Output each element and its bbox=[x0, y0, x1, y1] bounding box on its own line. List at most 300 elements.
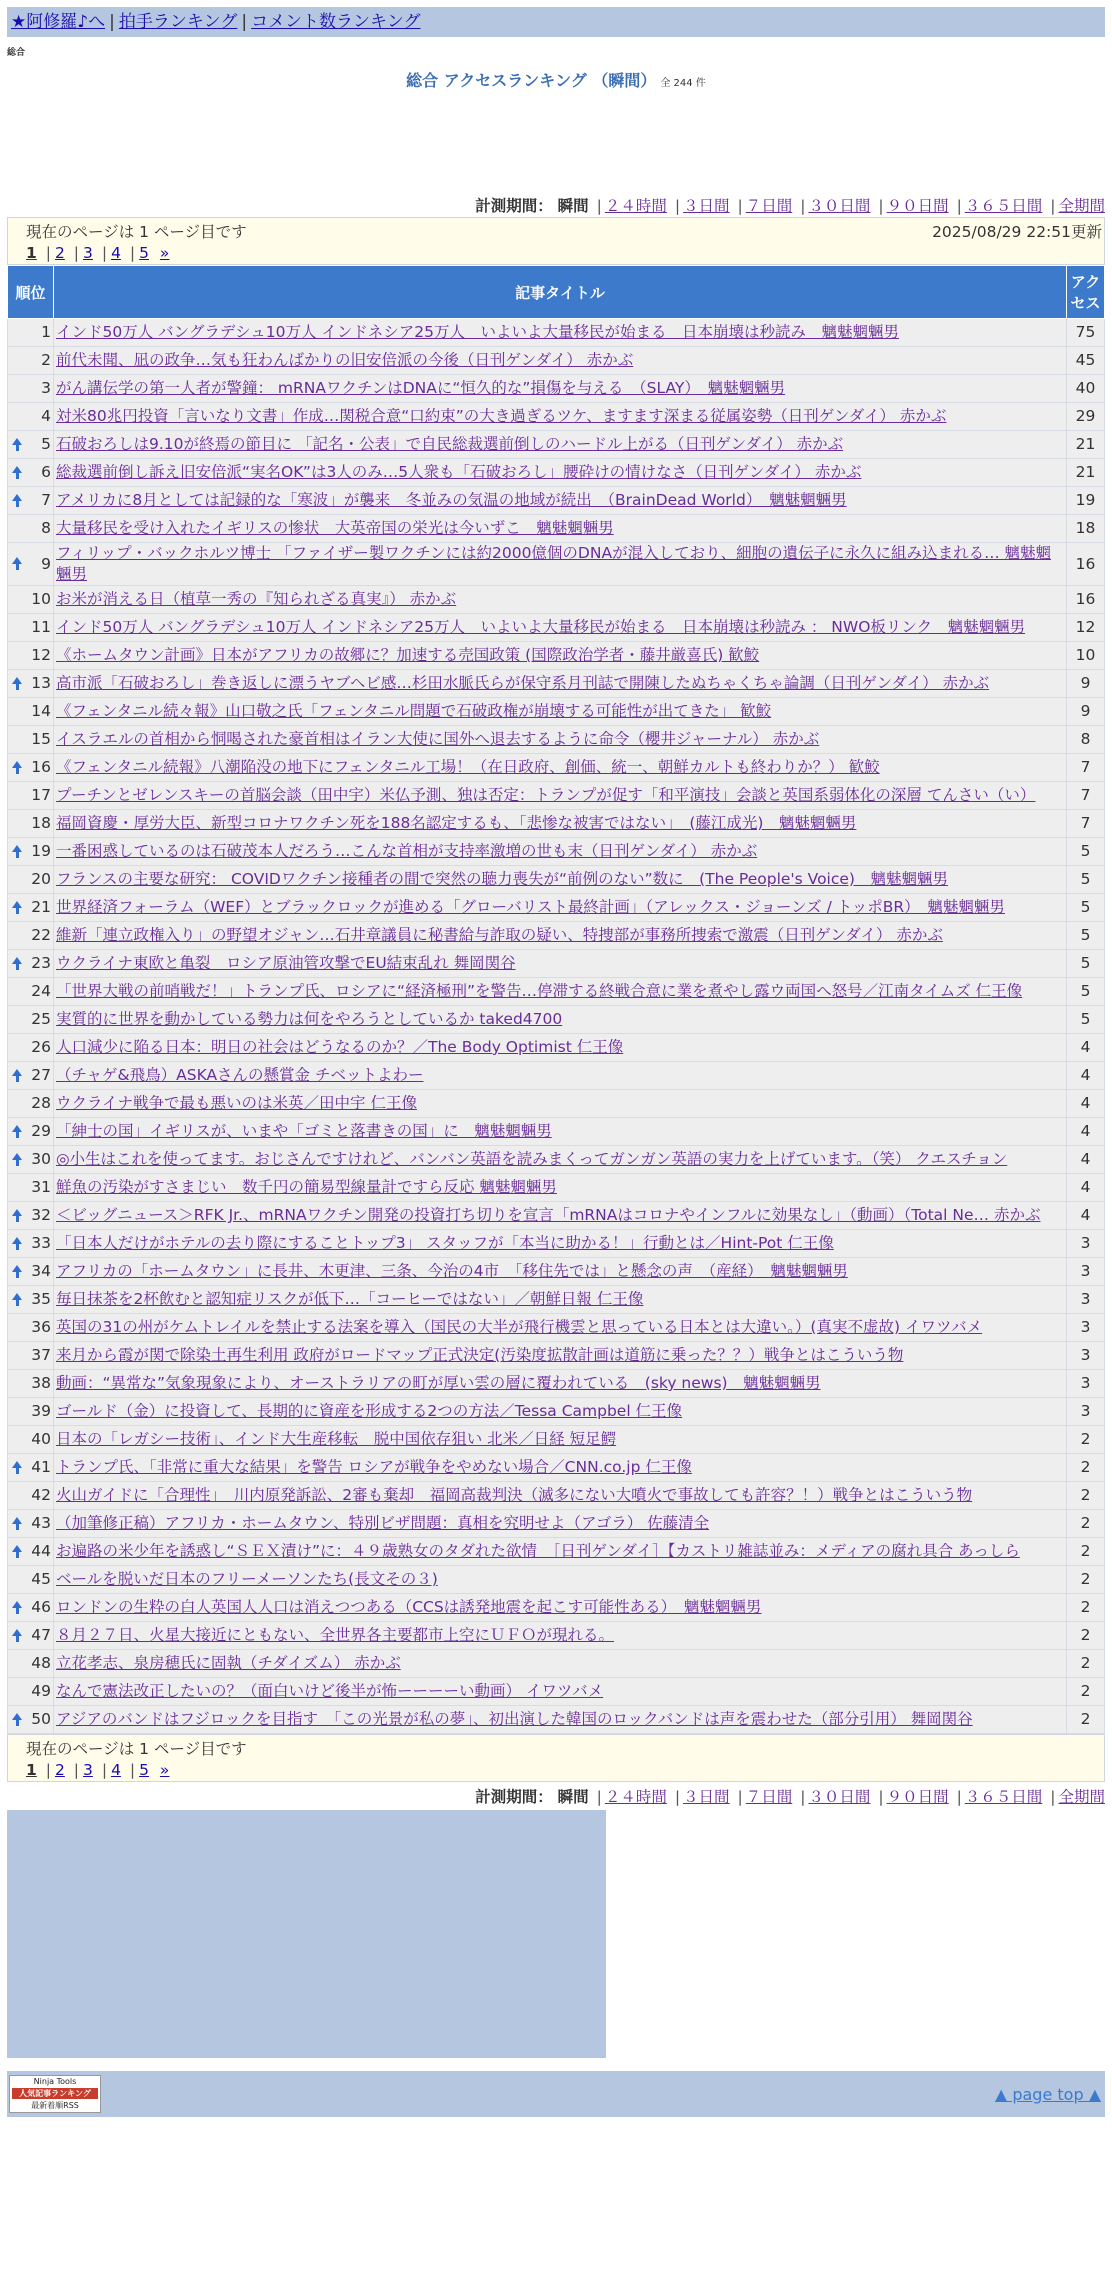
title-cell bbox=[54, 1454, 1067, 1482]
period-link-365d[interactable]: ３６５日間 bbox=[964, 197, 1043, 215]
access-count: 3 bbox=[1067, 1286, 1105, 1314]
period-link-24h[interactable]: ２４時間 bbox=[604, 197, 667, 215]
title-cell bbox=[54, 1034, 1067, 1062]
rank-up-arrow-icon bbox=[12, 677, 22, 684]
access-count: 19 bbox=[1067, 487, 1105, 515]
top-nav-bar bbox=[7, 7, 1105, 37]
rank-number: 26 bbox=[31, 1038, 51, 1056]
rank-cell bbox=[8, 487, 54, 515]
article-title-link[interactable]: 鮮魚の汚染がすさまじい 数千円の簡易型線量計ですら反応 魑魅魍魎男 bbox=[56, 1178, 557, 1196]
page-next-link[interactable]: » bbox=[159, 1761, 170, 1779]
ad-placeholder bbox=[7, 1810, 606, 2058]
ranking-row bbox=[8, 1146, 1105, 1174]
article-title-link[interactable]: ◎小生はこれを使ってます。おじさんですけれど、バンバン英語を読みまくってガンガン英語の実力を上げています。（笑） クエスチョン bbox=[56, 1150, 1008, 1168]
rank-number: 25 bbox=[31, 1010, 51, 1028]
rank-number: 45 bbox=[31, 1570, 51, 1588]
rank-cell bbox=[8, 319, 54, 347]
title-cell bbox=[54, 1174, 1067, 1202]
article-title-link[interactable]: 《ホームタウン計画》日本がアフリカの故郷に？加速する売国政策 (国際政治学者・藤井厳喜氏) 歓鮫 bbox=[56, 646, 760, 664]
ranking-row bbox=[8, 1510, 1105, 1538]
rank-cell bbox=[8, 1202, 54, 1230]
access-count: 4 bbox=[1067, 1202, 1105, 1230]
title-cell bbox=[54, 838, 1067, 866]
access-count: 5 bbox=[1067, 838, 1105, 866]
rank-number: 6 bbox=[41, 463, 51, 481]
rank-number: 43 bbox=[31, 1514, 51, 1532]
ranking-row bbox=[8, 1202, 1105, 1230]
ranking-row bbox=[8, 1286, 1105, 1314]
rank-number: 11 bbox=[31, 618, 51, 636]
access-count: 3 bbox=[1067, 1258, 1105, 1286]
ranking-row bbox=[8, 1258, 1105, 1286]
rank-up-arrow-icon bbox=[12, 494, 22, 501]
nav-link-clap-ranking[interactable]: 拍手ランキング bbox=[118, 12, 238, 32]
rank-number: 38 bbox=[31, 1374, 51, 1392]
article-title-link[interactable]: 「世界大戦の前哨戦だ！」トランプ氏、ロシアに“経済極刑”を警告…停滞する終戦合意に業を煮やし露ウ両国へ怒号／江南タイムズ 仁王像 bbox=[56, 982, 1023, 1000]
article-title-link[interactable]: 世界経済フォーラム（WEF）とブラックロックが進める「グローバリスト最終計画」（アレックス・ジョーンズ / トッポBR） 魑魅魍魎男 bbox=[56, 898, 1005, 916]
page-link-3[interactable]: 3 bbox=[83, 244, 93, 262]
rank-number: 32 bbox=[31, 1206, 51, 1224]
rank-cell bbox=[8, 347, 54, 375]
access-count: 7 bbox=[1067, 754, 1105, 782]
period-link-365d[interactable]: ３６５日間 bbox=[964, 1788, 1043, 1806]
ranking-row bbox=[8, 1538, 1105, 1566]
title-cell bbox=[54, 487, 1067, 515]
access-count: 10 bbox=[1067, 642, 1105, 670]
article-title-link[interactable]: お遍路の米少年を誘惑し“ＳＥＸ漬け”に：４９歳熟女のタダれた欲情 ［日刊ゲンダイ］【カストリ雑誌並み：メディアの腐れ具合 あっしら bbox=[56, 1542, 1020, 1560]
ranking-row bbox=[8, 586, 1105, 614]
rank-cell bbox=[8, 403, 54, 431]
rank-cell bbox=[8, 375, 54, 403]
title-cell bbox=[54, 431, 1067, 459]
title-cell bbox=[54, 922, 1067, 950]
access-count: 2 bbox=[1067, 1594, 1105, 1622]
rank-cell bbox=[8, 726, 54, 754]
rank-up-arrow-icon bbox=[12, 1601, 22, 1608]
article-title-link[interactable]: 英国の31の州がケムトレイルを禁止する法案を導入（国民の大半が飛行機雲と思っている日本とは大違い。）(真実不虚故) イワツバメ bbox=[56, 1318, 983, 1336]
nav-separator: | bbox=[109, 12, 115, 32]
rank-cell bbox=[8, 1314, 54, 1342]
access-count: 16 bbox=[1067, 543, 1105, 586]
article-title-link[interactable]: 毎日抹茶を2杯飲むと認知症リスクが低下…「コーヒーではない」／朝鮮日報 仁王像 bbox=[56, 1290, 644, 1308]
rank-cell bbox=[8, 1426, 54, 1454]
ranking-row bbox=[8, 1398, 1105, 1426]
page-link-3[interactable]: 3 bbox=[83, 1761, 93, 1779]
title-cell bbox=[54, 1118, 1067, 1146]
period-link-30d[interactable]: ３０日間 bbox=[808, 1788, 871, 1806]
rank-number: 4 bbox=[41, 407, 51, 425]
rank-number: 18 bbox=[31, 814, 51, 832]
rank-cell bbox=[8, 1286, 54, 1314]
article-title-link[interactable]: 来月から霞が関で除染土再生利用 政府がロードマップ正式決定(汚染度拡散計画は道筋に乗った？？）戦争とはこういう物 bbox=[56, 1346, 904, 1364]
ranking-row bbox=[8, 1174, 1105, 1202]
access-count: 9 bbox=[1067, 698, 1105, 726]
rank-cell bbox=[8, 586, 54, 614]
rank-up-arrow-icon bbox=[12, 1461, 22, 1468]
current-page-text: 現在のページは 1 ページ目です bbox=[26, 1740, 247, 1758]
period-link-all[interactable]: 全期間 bbox=[1058, 1788, 1105, 1806]
article-title-link[interactable]: フィリップ・バックホルツ博士 「ファイザー製ワクチンには約2000億個のDNAが混入しており、細胞の遺伝子に永久に組み込まれる… 魑魅魍魎男 bbox=[56, 544, 1051, 583]
ranking-row bbox=[8, 1650, 1105, 1678]
article-title-link[interactable]: （チャゲ&飛鳥）ASKAさんの懸賞金 チベットよわー bbox=[56, 1066, 424, 1084]
title-cell bbox=[54, 810, 1067, 838]
access-count: 8 bbox=[1067, 726, 1105, 754]
article-title-link[interactable]: ウクライナ戦争で最も悪いのは米英／田中宇 仁王像 bbox=[56, 1094, 417, 1112]
ranking-row bbox=[8, 347, 1105, 375]
article-title-link[interactable]: 石破おろしは9.10が終焉の節目に 「記名・公表」で自民総裁選前倒しのハードル上がる（日刊ゲンダイ） 赤かぶ bbox=[56, 435, 844, 453]
access-count: 5 bbox=[1067, 950, 1105, 978]
article-title-link[interactable]: 維新「連立政権入り」の野望オジャン…石井章議員に秘書給与詐取の疑い、特捜部が事務所捜索で激震（日刊ゲンダイ） 赤かぶ bbox=[56, 926, 943, 944]
article-title-link[interactable]: 「紳士の国」イギリスが、いまや「ゴミと落書きの国」に 魑魅魍魎男 bbox=[56, 1122, 552, 1140]
rank-number: 15 bbox=[31, 730, 51, 748]
rank-cell bbox=[8, 1258, 54, 1286]
page-top-link[interactable]: ▲ page top ▲ bbox=[994, 2084, 1101, 2104]
access-count: 9 bbox=[1067, 670, 1105, 698]
period-label: 計測期間： bbox=[475, 1788, 553, 1806]
rank-number: 49 bbox=[31, 1682, 51, 1700]
rank-cell bbox=[8, 1146, 54, 1174]
article-title-link[interactable]: インド50万人 バングラデシュ10万人 インドネシア25万人 いよいよ大量移民が始まる 日本崩壊は秒読み ： NWO板リンク 魑魅魍魎男 bbox=[56, 618, 1026, 636]
article-title-link[interactable]: フランスの主要な研究： COVIDワクチン接種者の間で突然の聴力喪失が“前例のない”数に (The People's Voice) 魑魅魍魎男 bbox=[56, 870, 948, 888]
rank-up-arrow-icon bbox=[12, 1517, 22, 1524]
period-selector-top: 計測期間： 瞬間 | ２４時間 | ３日間 | ７日間 | ３０日間 | ９０日間 | ３６５日間 | 全期間 bbox=[475, 197, 1105, 215]
rank-cell bbox=[8, 1342, 54, 1370]
title-cell bbox=[54, 1370, 1067, 1398]
title-cell bbox=[54, 1286, 1067, 1314]
access-count: 2 bbox=[1067, 1622, 1105, 1650]
article-title-link[interactable]: 大量移民を受け入れたイギリスの惨状 大英帝国の栄光は今いずこ 魑魅魍魎男 bbox=[56, 519, 614, 537]
rank-number: 2 bbox=[41, 351, 51, 369]
rank-cell bbox=[8, 1482, 54, 1510]
title-cell bbox=[54, 1090, 1067, 1118]
article-title-link[interactable]: なんで憲法改正したいの？（面白いけど後半が怖ーーーーい動画） イワツバメ bbox=[56, 1682, 604, 1700]
rank-cell bbox=[8, 1538, 54, 1566]
title-cell bbox=[54, 1398, 1067, 1426]
period-link-7d[interactable]: ７日間 bbox=[745, 197, 793, 215]
ranking-row bbox=[8, 1482, 1105, 1510]
ranking-row bbox=[8, 950, 1105, 978]
period-selector-bottom: 計測期間： 瞬間 | ２４時間 | ３日間 | ７日間 | ３０日間 | ９０日間 | ３６５日間 | 全期間 bbox=[475, 1788, 1105, 1806]
ranking-row bbox=[8, 754, 1105, 782]
ranking-row bbox=[8, 543, 1105, 586]
rank-number: 44 bbox=[31, 1542, 51, 1560]
rank-up-arrow-icon bbox=[12, 1209, 22, 1216]
access-count: 4 bbox=[1067, 1146, 1105, 1174]
page-title bbox=[7, 68, 1105, 91]
article-title-link[interactable]: インド50万人 バングラデシュ10万人 インドネシア25万人 いよいよ大量移民が始まる 日本崩壊は秒読み 魑魅魍魎男 bbox=[56, 323, 899, 341]
rank-number: 47 bbox=[31, 1626, 51, 1644]
ranking-row bbox=[8, 1454, 1105, 1482]
rank-cell bbox=[8, 866, 54, 894]
article-title-link[interactable]: 《フェンタニル続々報》山口敬之氏「フェンタニル問題で石破政権が崩壊する可能性が出てきた」 歓鮫 bbox=[56, 702, 772, 720]
access-count: 21 bbox=[1067, 459, 1105, 487]
period-label: 計測期間： bbox=[475, 197, 553, 215]
ranking-row bbox=[8, 894, 1105, 922]
article-title-link[interactable]: ８月２７日、火星大接近にともない、全世界各主要都市上空にＵＦＯが現れる。 bbox=[56, 1626, 615, 1644]
article-title-link[interactable]: ベールを脱いだ日本のフリーメーソンたち(長文その３) bbox=[56, 1570, 438, 1588]
ranking-header-row bbox=[8, 266, 1105, 319]
rank-cell bbox=[8, 1118, 54, 1146]
rank-cell bbox=[8, 1706, 54, 1734]
ranking-row bbox=[8, 487, 1105, 515]
ranking-row bbox=[8, 1062, 1105, 1090]
period-link-3d[interactable]: ３日間 bbox=[683, 197, 730, 215]
title-cell bbox=[54, 515, 1067, 543]
article-title-link[interactable]: アフリカの「ホームタウン」に長井、木更津、三条、今治の4市 「移住先では」と懸念の声 （産経） 魑魅魍魎男 bbox=[56, 1262, 848, 1280]
article-title-link[interactable]: （加筆修正稿）アフリカ・ホームタウン、特別ビザ問題：真相を究明せよ（アゴラ） 佐藤清全 bbox=[56, 1514, 710, 1532]
page-link-5[interactable]: 5 bbox=[139, 1761, 149, 1779]
period-link-3d[interactable]: ３日間 bbox=[683, 1788, 730, 1806]
nav-separator: | bbox=[241, 12, 248, 32]
rank-cell bbox=[8, 838, 54, 866]
current-page-text: 現在のページは 1 ページ目です bbox=[26, 223, 247, 241]
rank-cell bbox=[8, 810, 54, 838]
article-title-link[interactable]: 人口減少に陥る日本：明日の社会はどうなるのか？／The Body Optimist 仁王像 bbox=[56, 1038, 624, 1056]
page-link-2[interactable]: 2 bbox=[54, 244, 65, 262]
page-link-4[interactable]: 4 bbox=[111, 244, 121, 262]
article-title-link[interactable]: 実質的に世界を動かしている勢力は何をやろうとしているか taked4700 bbox=[56, 1010, 563, 1028]
rank-cell bbox=[8, 459, 54, 487]
title-cell bbox=[54, 1538, 1067, 1566]
rank-cell bbox=[8, 754, 54, 782]
rank-number: 23 bbox=[31, 954, 51, 972]
rank-number: 36 bbox=[31, 1318, 51, 1336]
pager-bottom bbox=[7, 1734, 1105, 1782]
ranking-row bbox=[8, 838, 1105, 866]
access-count: 2 bbox=[1067, 1538, 1105, 1566]
access-count: 5 bbox=[1067, 894, 1105, 922]
rank-cell bbox=[8, 1370, 54, 1398]
ranking-row bbox=[8, 810, 1105, 838]
article-title-link[interactable]: 総裁選前倒し訴え旧安倍派“実名OK”は3人のみ…5人衆も「石破おろし」腰砕けの情けなさ（日刊ゲンダイ） 赤かぶ bbox=[56, 463, 862, 481]
rank-number: 31 bbox=[31, 1178, 51, 1196]
period-current: 瞬間 bbox=[557, 1788, 589, 1806]
nav-link-asyura[interactable]: ★阿修羅♪へ bbox=[11, 12, 106, 32]
title-cell bbox=[54, 1678, 1067, 1706]
rank-number: 28 bbox=[31, 1094, 51, 1112]
rank-number: 3 bbox=[41, 379, 51, 397]
ranking-row bbox=[8, 1678, 1105, 1706]
access-count: 4 bbox=[1067, 1174, 1105, 1202]
article-title-link[interactable]: 高市派「石破おろし」巻き返しに漂うヤブヘビ感…杉田水脈氏らが保守系月刊誌で開陳したぬちゃくちゃ論調（日刊ゲンダイ） 赤かぶ bbox=[56, 674, 990, 692]
article-title-link[interactable]: プーチンとゼレンスキーの首脳会談（田中宇）米仏予測、独は否定：トランプが促す「和平演技」会談と英国系弱体化の深層 てんさい（い） bbox=[56, 786, 1036, 804]
title-cell bbox=[54, 894, 1067, 922]
nav-link-comment-ranking[interactable]: コメント数ランキング bbox=[251, 12, 421, 32]
title-cell bbox=[54, 1426, 1067, 1454]
page-current: 1 bbox=[26, 244, 37, 262]
title-cell bbox=[54, 403, 1067, 431]
rank-up-arrow-icon bbox=[12, 557, 22, 564]
access-count: 5 bbox=[1067, 866, 1105, 894]
access-count: 45 bbox=[1067, 347, 1105, 375]
rank-up-arrow-icon bbox=[12, 1713, 22, 1720]
article-title-link[interactable]: 立花孝志、泉房穂氏に固執（チダイズム） 赤かぶ bbox=[56, 1654, 401, 1672]
access-count: 3 bbox=[1067, 1398, 1105, 1426]
article-title-link[interactable]: 対米80兆円投資「言いなり文書」作成…関税合意“口約束”の大き過ぎるツケ、ますます深まる従属姿勢（日刊ゲンダイ） 赤かぶ bbox=[56, 407, 947, 425]
logo-line-3: 最新着順RSS bbox=[31, 2101, 79, 2110]
period-current: 瞬間 bbox=[557, 197, 589, 215]
ranking-row bbox=[8, 459, 1105, 487]
access-header: アクセス bbox=[1067, 266, 1105, 319]
ranking-row bbox=[8, 1230, 1105, 1258]
access-count: 7 bbox=[1067, 782, 1105, 810]
rank-number: 20 bbox=[31, 870, 51, 888]
ranking-row bbox=[8, 698, 1105, 726]
rank-cell bbox=[8, 1006, 54, 1034]
article-title-link[interactable]: イスラエルの首相から恫喝された豪首相はイラン大使に国外へ退去するように命令（櫻井ジャーナル） 赤かぶ bbox=[56, 730, 820, 748]
article-title-link[interactable]: 福岡資慶・厚労大臣、新型コロナワクチン死を188名認定するも、「悲惨な被害ではない」 (藤江成光) 魑魅魍魎男 bbox=[56, 814, 857, 832]
rank-up-arrow-icon bbox=[12, 1545, 22, 1552]
title-cell bbox=[54, 375, 1067, 403]
rank-cell bbox=[8, 1566, 54, 1594]
period-link-24h[interactable]: ２４時間 bbox=[604, 1788, 667, 1806]
title-cell bbox=[54, 1566, 1067, 1594]
article-title-link[interactable]: お米が消える日（植草一秀の『知られざる真実』） 赤かぶ bbox=[56, 590, 457, 608]
title-cell bbox=[54, 347, 1067, 375]
rank-number: 8 bbox=[41, 519, 51, 537]
article-title-link[interactable]: ＜ビッグニュース＞RFK Jr.、mRNAワクチン開発の投資打ち切りを宣言「mRNAはコロナやインフルに効果なし」（動画）（Total Ne… 赤かぶ bbox=[56, 1206, 1041, 1224]
rank-header: 順位 bbox=[8, 266, 54, 319]
period-link-90d[interactable]: ９０日間 bbox=[886, 1788, 949, 1806]
ranking-row bbox=[8, 1118, 1105, 1146]
article-title-link[interactable]: 前代未聞、凪の政争…気も狂わんばかりの旧安倍派の今後（日刊ゲンダイ） 赤かぶ bbox=[56, 351, 634, 369]
rank-cell bbox=[8, 642, 54, 670]
rank-number: 39 bbox=[31, 1402, 51, 1420]
rank-cell bbox=[8, 1594, 54, 1622]
total-count: 全 244 件 bbox=[660, 78, 706, 89]
access-count: 3 bbox=[1067, 1342, 1105, 1370]
rank-number: 16 bbox=[31, 758, 51, 776]
access-count: 5 bbox=[1067, 1006, 1105, 1034]
article-title-link[interactable]: 日本の「レガシー技術」、インド大生産移転 脱中国依存狙い 北米／日経 短足鰐 bbox=[56, 1430, 617, 1448]
article-title-link[interactable]: トランプ氏、「非常に重大な結果」を警告 ロシアが戦争をやめない場合／CNN.co.jp 仁王像 bbox=[56, 1458, 692, 1476]
page-link-4[interactable]: 4 bbox=[111, 1761, 121, 1779]
article-title-link[interactable]: ロンドンの生粋の白人英国人人口は消えつつある（CCSは誘発地震を起こす可能性ある） 魑魅魍魎男 bbox=[56, 1598, 762, 1616]
rank-up-arrow-icon bbox=[12, 845, 22, 852]
rank-cell bbox=[8, 543, 54, 586]
period-link-7d[interactable]: ７日間 bbox=[745, 1788, 793, 1806]
rank-number: 35 bbox=[31, 1290, 51, 1308]
article-title-link[interactable]: 一番困惑しているのは石破茂本人だろう…こんな首相が支持率激増の世も末（日刊ゲンダイ） 赤かぶ bbox=[56, 842, 758, 860]
access-count: 2 bbox=[1067, 1650, 1105, 1678]
rank-number: 34 bbox=[31, 1262, 51, 1280]
title-cell bbox=[54, 642, 1067, 670]
rank-cell bbox=[8, 1622, 54, 1650]
ranking-row bbox=[8, 1594, 1105, 1622]
ranking-row bbox=[8, 614, 1105, 642]
rank-up-arrow-icon bbox=[12, 1125, 22, 1132]
article-title-link[interactable]: 火山ガイドに「合理性」 川内原発訴訟、2審も棄却 福岡高裁判決（滅多にない大噴火で事故しても許容？！）戦争とはこういう物 bbox=[56, 1486, 973, 1504]
rank-number: 33 bbox=[31, 1234, 51, 1252]
article-title-link[interactable]: がん講伝学の第一人者が警鐘： mRNAワクチンはDNAに“恒久的な”損傷を与える （SLAY） 魑魅魍魎男 bbox=[56, 379, 786, 397]
title-cell bbox=[54, 978, 1067, 1006]
rank-number: 42 bbox=[31, 1486, 51, 1504]
access-count: 2 bbox=[1067, 1678, 1105, 1706]
access-count: 16 bbox=[1067, 586, 1105, 614]
rank-cell bbox=[8, 894, 54, 922]
rank-number: 40 bbox=[31, 1430, 51, 1448]
title-cell bbox=[54, 670, 1067, 698]
rank-up-arrow-icon bbox=[12, 438, 22, 445]
rank-up-arrow-icon bbox=[12, 1293, 22, 1300]
ranking-row bbox=[8, 642, 1105, 670]
rank-cell bbox=[8, 1650, 54, 1678]
article-title-link[interactable]: 「日本人だけがホテルの去り際にすることトップ3」 スタッフが「本当に助かる！」行動とは／Hint-Pot 仁王像 bbox=[56, 1234, 834, 1252]
page-link-2[interactable]: 2 bbox=[54, 1761, 65, 1779]
ranking-body bbox=[8, 319, 1105, 1734]
rank-number: 22 bbox=[31, 926, 51, 944]
title-cell bbox=[54, 1006, 1067, 1034]
article-title-link[interactable]: アメリカに8月としては記録的な「寒波」が襲来 冬並みの気温の地域が続出 （BrainDead World） 魑魅魍魎男 bbox=[56, 491, 847, 509]
rank-number: 37 bbox=[31, 1346, 51, 1364]
article-title-link[interactable]: 《フェンタニル続報》八潮陥没の地下にフェンタニル工場！（在日政府、創価、統一、朝鮮カルトも終わりか？） 歓鮫 bbox=[56, 758, 880, 776]
period-link-30d[interactable]: ３０日間 bbox=[808, 197, 871, 215]
title-cell bbox=[54, 698, 1067, 726]
title-cell bbox=[54, 1230, 1067, 1258]
title-cell bbox=[54, 1202, 1067, 1230]
article-title-link[interactable]: 動画：“異常な”気象現象により、オーストラリアの町が厚い雲の層に覆われている (sky news) 魑魅魍魎男 bbox=[56, 1374, 821, 1392]
rank-up-arrow-icon bbox=[12, 466, 22, 473]
access-count: 75 bbox=[1067, 319, 1105, 347]
rank-up-arrow-icon bbox=[12, 1265, 22, 1272]
access-count: 7 bbox=[1067, 810, 1105, 838]
rank-number: 46 bbox=[31, 1598, 51, 1616]
rank-cell bbox=[8, 1398, 54, 1426]
rank-cell bbox=[8, 1090, 54, 1118]
rank-number: 48 bbox=[31, 1654, 51, 1672]
period-link-90d[interactable]: ９０日間 bbox=[886, 197, 949, 215]
page-next-link[interactable]: » bbox=[159, 244, 170, 262]
footer-bar bbox=[7, 2071, 1105, 2117]
ninja-tools-logo[interactable] bbox=[9, 2075, 101, 2113]
page-link-5[interactable]: 5 bbox=[139, 244, 149, 262]
article-title-link[interactable]: ウクライナ東欧と亀裂 ロシア原油管攻撃でEU結束乱れ 舞岡関谷 bbox=[56, 954, 516, 972]
title-cell bbox=[54, 1510, 1067, 1538]
rank-cell bbox=[8, 1454, 54, 1482]
title-cell bbox=[54, 1594, 1067, 1622]
ranking-row bbox=[8, 1034, 1105, 1062]
section-label: 総合 bbox=[7, 48, 26, 58]
rank-up-arrow-icon bbox=[12, 761, 22, 768]
rank-up-arrow-icon bbox=[12, 957, 22, 964]
rank-number: 30 bbox=[31, 1150, 51, 1168]
access-count: 5 bbox=[1067, 978, 1105, 1006]
rank-up-arrow-icon bbox=[12, 1629, 22, 1636]
period-link-all[interactable]: 全期間 bbox=[1058, 197, 1105, 215]
rank-cell bbox=[8, 922, 54, 950]
access-count: 2 bbox=[1067, 1566, 1105, 1594]
article-title-link[interactable]: ゴールド（金）に投資して、長期的に資産を形成する2つの方法／Tessa Campbel 仁王像 bbox=[56, 1402, 683, 1420]
rank-number: 24 bbox=[31, 982, 51, 1000]
title-cell bbox=[54, 543, 1067, 586]
rank-cell bbox=[8, 1062, 54, 1090]
access-count: 18 bbox=[1067, 515, 1105, 543]
article-title-link[interactable]: アジアのバンドはフジロックを目指す 「この光景が私の夢」、初出演した韓国のロックバンドは声を震わせた（部分引用） 舞岡関谷 bbox=[56, 1710, 973, 1728]
rank-number: 10 bbox=[31, 590, 51, 608]
ranking-row bbox=[8, 515, 1105, 543]
access-count: 4 bbox=[1067, 1034, 1105, 1062]
title-cell bbox=[54, 1706, 1067, 1734]
page-title-text: 総合 アクセスランキング （瞬間） bbox=[406, 71, 657, 90]
title-header: 記事タイトル bbox=[54, 266, 1067, 319]
ranking-row bbox=[8, 1426, 1105, 1454]
title-cell bbox=[54, 1482, 1067, 1510]
access-count: 2 bbox=[1067, 1706, 1105, 1734]
ranking-row bbox=[8, 922, 1105, 950]
access-count: 40 bbox=[1067, 375, 1105, 403]
ranking-row bbox=[8, 1342, 1105, 1370]
rank-number: 12 bbox=[31, 646, 51, 664]
